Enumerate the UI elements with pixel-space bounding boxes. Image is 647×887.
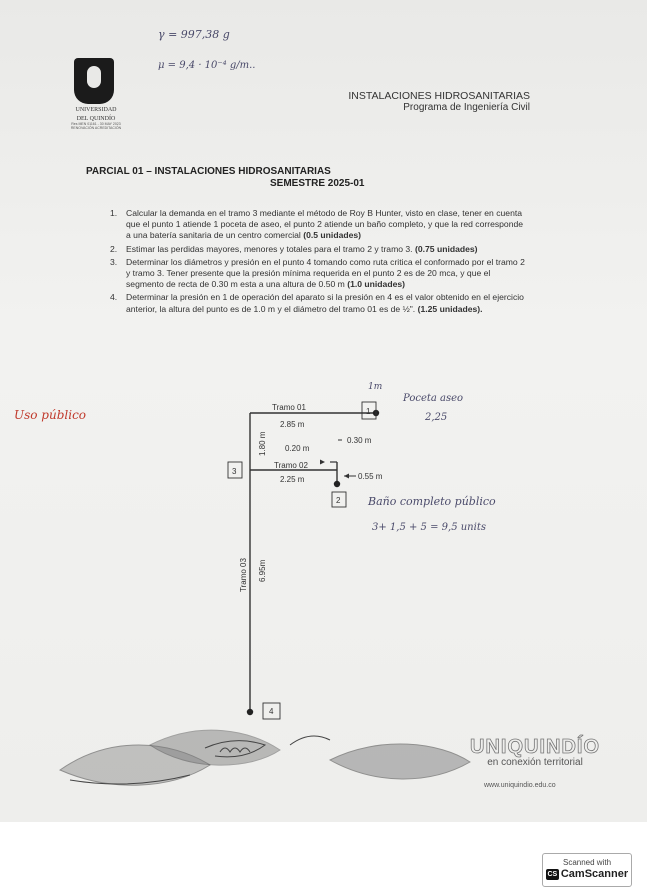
footer-leaf-illustration [60, 730, 470, 785]
point-1-label: 1 [366, 407, 371, 416]
handwritten-bano: Baño completo público [368, 495, 496, 508]
header-course: INSTALACIONES HIDROSANITARIAS [348, 90, 530, 102]
camscanner-caption: Scanned with [562, 858, 612, 867]
question-item: 1. Calcular la demanda en el tramo 3 mediante el método de Roy B Hunter, visto en clase, tener en cuenta que el punto 1 atiende 1 poceta de aseo, el punto 2 atiende un baño completo, y que la red corresponde a una batería sanitaria de un centro comercial (0.5 unidades) [110, 208, 524, 241]
dim-030-label: 0.30 m [347, 436, 372, 445]
exam-title-line1: PARCIAL 01 – INSTALACIONES HIDROSANITARIAS [86, 166, 331, 177]
dim-055-arrowhead [344, 474, 349, 479]
tramo-02-length: 2.25 m [280, 475, 305, 484]
handwritten-uso-publico: Uso público [14, 408, 87, 422]
logo-name-line1: UNIVERSIDAD [75, 107, 117, 113]
handwritten-gamma: γ = 997,38 g [158, 28, 230, 41]
logo-name-line2: DEL QUINDÍO [76, 116, 116, 122]
logo-sub-line2: RENOVACIÓN ACREDITACIÓN [70, 126, 122, 130]
question-item: 3. Determinar los diámetros y presión en el punto 4 tomando como ruta critica el conformado por el tramo 2 y tramo 3. Tener presente que la presión mínima requerida en el punto 2 es de 20 mca, y que el segmento de recta de 0.30 m esta a una altura de 0.50 m (1.0 unidades) [110, 256, 525, 290]
tramo02-arrowhead [320, 460, 325, 465]
university-url: www.uniquindio.edu.co [484, 782, 556, 789]
handwritten-poceta: Poceta aseo [403, 393, 464, 404]
tramo-02-label: Tramo 02 [274, 461, 308, 470]
handwritten-poceta-units: 2,25 [425, 412, 448, 423]
camscanner-icon: CS [547, 871, 558, 878]
uniquindio-wordmark [470, 736, 600, 768]
point-4-label: 4 [269, 707, 274, 716]
point-2-label: 2 [336, 496, 341, 505]
tramo-01-length: 2.85 m [280, 420, 305, 429]
point-3-label: 3 [232, 467, 237, 476]
question-item: 2. Estimar las perdidas mayores, menores y totales para el tramo 2 y tramo 3. (0.75 unidades) [110, 243, 478, 254]
camscanner-brand: CS CamScanner [547, 868, 629, 880]
wordmark-tagline: en conexión territorial [487, 757, 583, 768]
tramo-03-length: 6.95m [258, 559, 267, 582]
dim-020-label: 0.20 m [285, 444, 310, 453]
exam-title-line2: SEMESTRE 2025-01 [270, 178, 365, 189]
camscanner-badge [542, 853, 632, 887]
handwritten-sum: 3+ 1,5 + 5 = 9,5 units [372, 522, 486, 533]
dim-180-label: 1.80 m [258, 431, 267, 456]
header-program: Programa de Ingeniería Civil [403, 102, 530, 113]
question-item: 4. Determinar la presión en 1 de operación del aparato si la presión en 4 es el valor obtenido en el ejercicio anterior, la altura del punto es de 1.0 m y el diámetro del tramo 01 es de ½". (1.25 unidades). [110, 292, 524, 314]
node-2 [334, 481, 340, 487]
logo-sub-line1: Res MEN 01161 - 30 MAY 2023 [71, 122, 121, 126]
tramo-03-label: Tramo 03 [239, 558, 248, 592]
handwritten-1m: 1m [368, 382, 383, 392]
wordmark-text: UNIQUINDÍO [470, 736, 600, 758]
handwritten-mu: μ = 9,4 · 10⁻⁴ g/m.. [158, 60, 256, 71]
node-4 [247, 709, 253, 715]
dim-055-label: 0.55 m [358, 472, 383, 481]
tramo-01-label: Tramo 01 [272, 403, 306, 412]
